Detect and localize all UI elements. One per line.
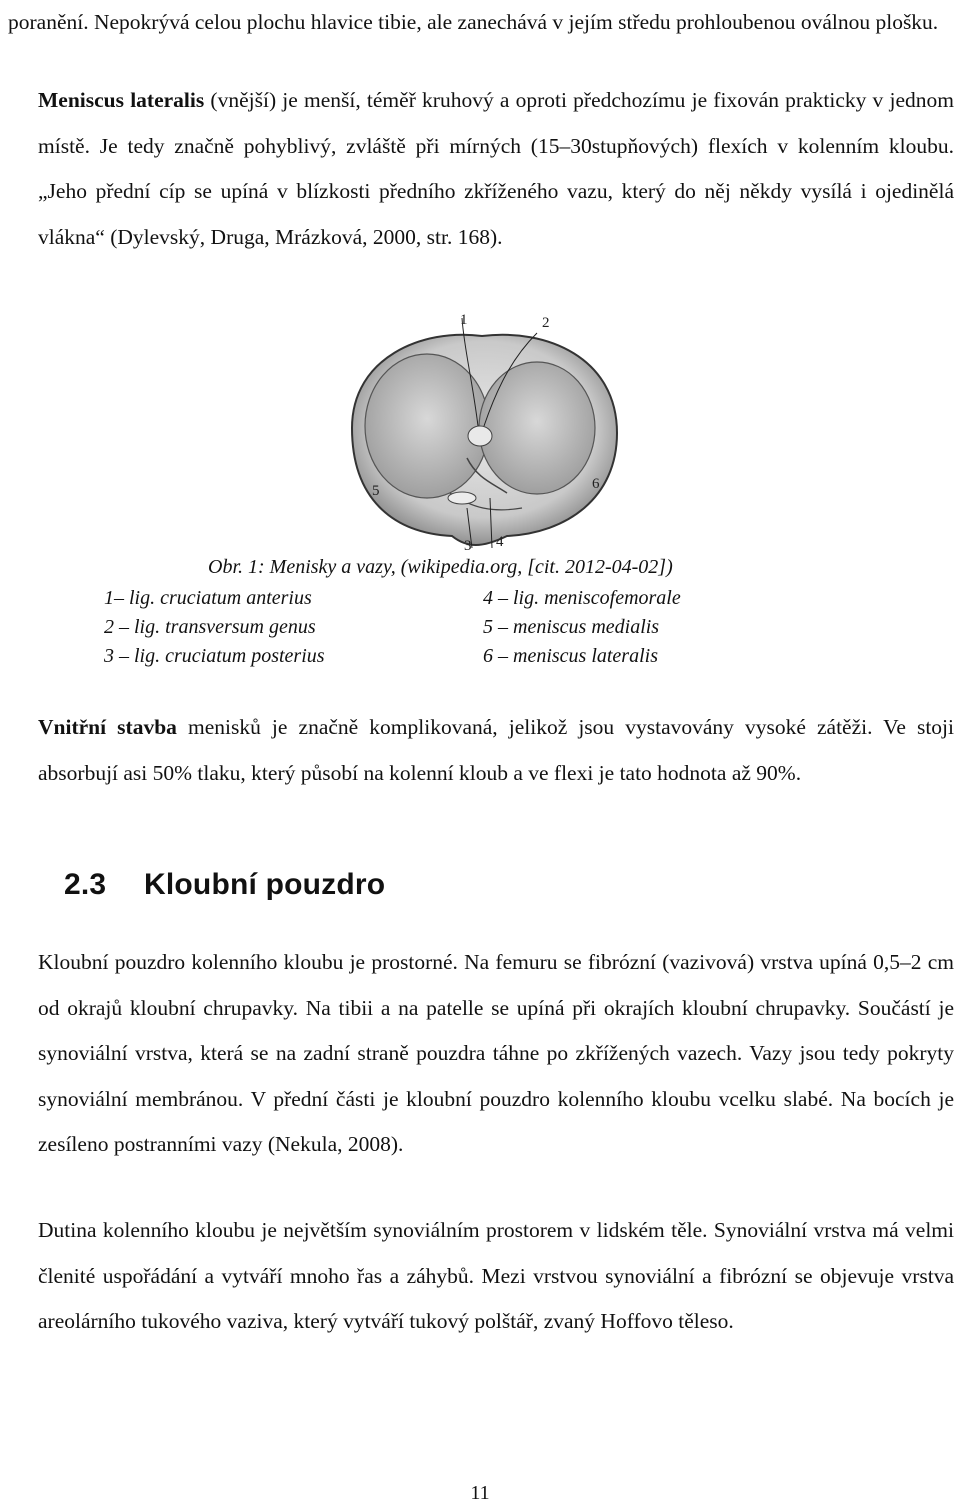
term-meniscus-lateralis: Meniscus lateralis bbox=[38, 88, 205, 112]
legend-item: 3 – lig. cruciatum posterius bbox=[104, 645, 325, 667]
figure-label-5: 5 bbox=[372, 483, 380, 499]
section-heading bbox=[64, 868, 385, 902]
legend-item: 1– lig. cruciatum anterius bbox=[104, 587, 312, 609]
section-title: Kloubní pouzdro bbox=[144, 868, 386, 901]
figure-label-6: 6 bbox=[592, 476, 600, 492]
figure-caption: Obr. 1: Menisky a vazy, (wikipedia.org, [cit. 2012-04-02]) bbox=[208, 556, 673, 578]
legend-row bbox=[104, 613, 681, 642]
legend-item: 4 – lig. meniscofemorale bbox=[483, 587, 681, 609]
figure-label-1: 1 bbox=[460, 312, 468, 328]
cruciate-insertion bbox=[468, 426, 492, 446]
paragraph-meniscus-lateralis bbox=[8, 78, 954, 260]
figure-legend bbox=[104, 584, 681, 671]
paragraph-top-text: poranění. Nepokrývá celou plochu hlavice tibie, ale zanechává v jejím středu prohloubenou oválnou plošku. bbox=[8, 10, 939, 34]
menisci-illustration bbox=[332, 308, 632, 558]
section-number: 2.3 bbox=[64, 868, 107, 901]
paragraph-vnitrni-stavba bbox=[8, 705, 954, 796]
menisci-figure bbox=[332, 308, 632, 558]
paragraph-lateralis-text: (vnější) je menší, téměř kruhový a oproti předchozímu je fixován prakticky v jednom místě. Je tedy značně pohyblivý, zvláště při mírných (15–30stupňových) flexích v kolenním kloubu. „Jeho přední cíp se upíná v blízkosti předního zkříženého vazu, který do něj někdy vysílá i ojedinělá vlákna“ (Dylevský, Druga, Mrázková, 2000, str. 168). bbox=[38, 88, 954, 249]
term-vnitrni-stavba: Vnitřní stavba bbox=[38, 715, 177, 739]
legend-item: 6 – meniscus lateralis bbox=[483, 645, 658, 667]
paragraph-dutina: Dutina kolenního kloubu je největším synoviálním prostorem v lidském těle. Synoviální vrstva má velmi členité uspořádání a vytváří mnoho řas a záhybů. Mezi vrstvou synoviální a fibrózní se objevuje vrstva areolárního tukového vaziva, který vytváří tukový polštář, zvaný Hoffovo těleso. bbox=[38, 1218, 954, 1333]
lateral-meniscus-hollow bbox=[479, 362, 595, 494]
figure-label-2: 2 bbox=[542, 315, 550, 331]
legend-row bbox=[104, 642, 681, 671]
figure-label-4: 4 bbox=[496, 534, 504, 550]
paragraph-top bbox=[8, 0, 954, 46]
legend-item: 5 – meniscus medialis bbox=[483, 616, 660, 638]
legend-item: 2 – lig. transversum genus bbox=[104, 616, 316, 638]
legend-row bbox=[104, 584, 681, 613]
page-number: 11 bbox=[470, 1482, 490, 1504]
paragraph-kloubni-pouzdro: Kloubní pouzdro kolenního kloubu je prostorné. Na femuru se fibrózní (vazivová) vrstva upíná 0,5–2 cm od okrajů kloubní chrupavky. Na tibii a na patelle se upíná při okrajích kloubní chrupavky. Součástí je synoviální vrstva, která se na zadní straně pouzdra táhne po zkřížených vazech. Vazy jsou tedy pokryty synoviální membránou. V přední části je kloubní pouzdro kolenního kloubu vcelku slabé. Na bocích je zesíleno postranními vazy (Nekula, 2008). bbox=[38, 950, 954, 1156]
paragraph-stavba-text: menisků je značně komplikovaná, jelikož jsou vystavovány vysoké zátěži. Ve stoji absorbují asi 50% tlaku, který působí na kolenní kloub a ve flexi je tato hodnota až 90%. bbox=[38, 715, 954, 785]
figure-label-3: 3 bbox=[464, 538, 472, 554]
